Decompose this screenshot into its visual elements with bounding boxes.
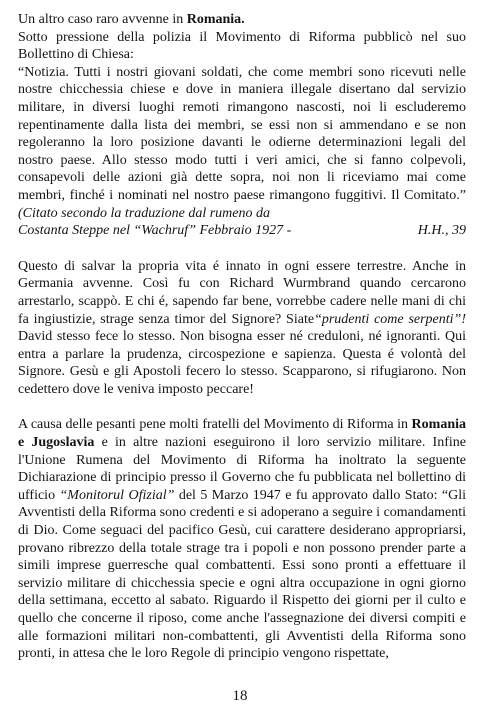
citation-row: [18, 222, 466, 240]
country-name: Romania.: [186, 12, 245, 27]
paragraph-declaration: [18, 416, 466, 662]
paragraph-text-b: e in altre nazioni eseguirono il loro servizio militare. Infine l'Unione Rumena del Movimento di Riforma ha inoltrato la seguente Dichiarazione di principio presso il Governo che fu pubblicata nel bollettino di ufficio: [18, 435, 466, 503]
countries-name: Romania e Jugoslavia: [18, 417, 466, 451]
paragraph-text-b: David stesso fece lo stesso. Non bisogna esser né creduloni, né ignoranti. Qui entra a parlare la prudenza, circospezione e sapienza. Questa é volontà del Signore. Gesù e gli Apostoli fecero lo stesso. Scapparono, si rifugiarono. Non cedettero dove le veniva imposto peccare!: [18, 329, 466, 397]
paragraph-text-a: Questo di salvar la propria vita é innato in ogni essere terrestre. Anche in Germania avvenne. Così fu con Richard Wurmbrand quando cercarono arrestarlo, scappò. E chi é, sapendo far bene, vorrebbe cadere nelle mani di chi fa ingiustizie, strage senza timor del Signore? Siate: [18, 258, 466, 327]
citation-reference: H.H., 39: [417, 223, 466, 239]
page-number: 18: [232, 688, 248, 704]
serpents-quote: “prudenti come serpenti”!: [314, 311, 466, 327]
paragraph-text-a: A causa delle pesanti pene molti fratelli del Movimento di Riforma in: [18, 417, 412, 433]
context-text: Sotto pressione della polizia il Movimento di Riforma pubblicò nel suo Bollettino di Chiesa:: [18, 29, 466, 63]
intro-text: Un altro caso raro avvenne in: [18, 12, 187, 27]
paragraph-romania-bulletin: [18, 11, 466, 240]
citation-line-2: Costanta Steppe nel “Wachruf” Febbraio 1927 -: [18, 223, 292, 239]
paragraph-text-c: del 5 Marzo 1947 e fu approvato dallo Stato: “Gli Avventisti della Riforma sono credenti e si adoperano a seguire i comandamenti di Dio. Come seguaci del pacifico Gesù, cui carattere desiderano appropriarsi, provano ribrezzo della totale strage tra i popoli e non possono prender parte a simili imprese guerresche qual combattenti. Essi sono pronti a effettuare il servizio militare di chicchessia specie e ogni altra occupazione in ogni giorno della settimana, eccetto al sabato. Riguardo il Rispetto dei giorni per il culto e quello che concerne il riposo, come anche l'assegnazione dei diversi compiti e alle formazioni militari non-combattenti, gli Avventisti della Riforma sono pronti, in attesa che le loro Regole di principio vengono rispettate,: [18, 487, 466, 662]
bulletin-quote: “Notizia. Tutti i nostri giovani soldati, che come membri sono ricevuti nelle nostre chicchessia chiese e dove in maniera illegale disertano dal servizio militare, in diversi luoghi remoti rimangono nascosti, noi li escluderemo repentinamente dalla lista dei membri, se essi non si ammendano e se non regoleranno la loro posizione davanti le odierne determinazioni legali del nostro paese. Allo stesso modo tutti i veri amici, che si fanno colpevoli, consapevoli delle azioni già dette sopra, noi non li riceviamo mai come membri, finché i nominati nel nostro paese rimangono fuggitivi. Il Comitato.”: [18, 64, 466, 203]
paragraph-self-preservation: [18, 258, 466, 399]
monitorul-ofizial: “Monitorul Ofizial”: [59, 487, 175, 503]
citation-line-1: (Citato secondo la traduzione dal rumeno da: [18, 205, 270, 221]
